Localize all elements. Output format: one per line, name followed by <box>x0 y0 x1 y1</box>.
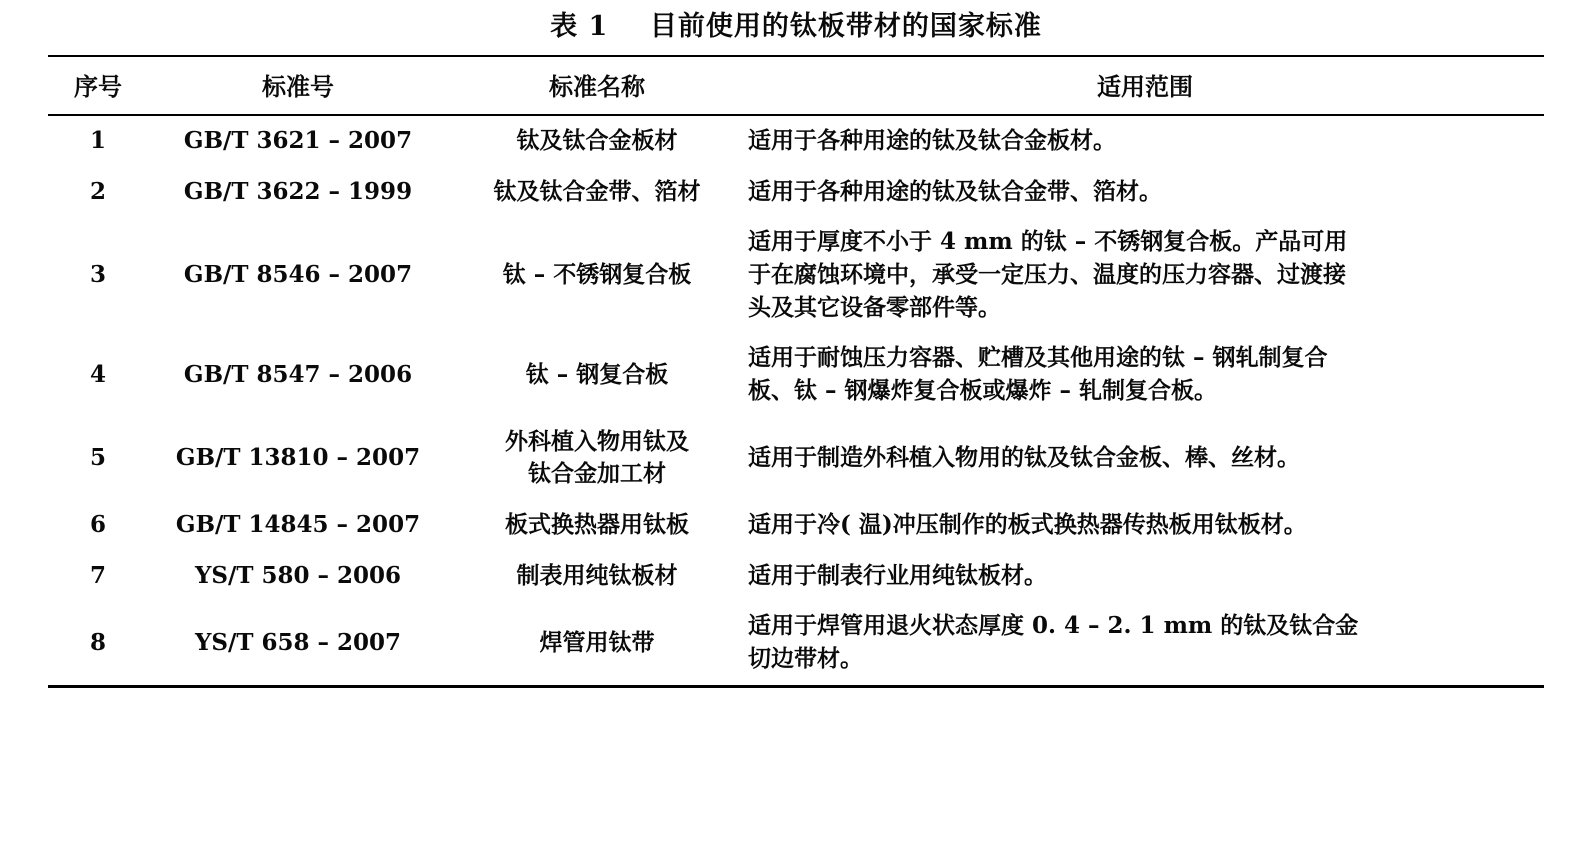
cell-scope-line: 适用于厚度不小于 4 mm 的钛 – 不锈钢复合板。产品可用 <box>748 228 1348 256</box>
cell-no: 7 <box>89 561 106 589</box>
cell-standard-code: GB/T 3621 – 2007 <box>183 127 413 154</box>
table-row <box>48 601 1544 686</box>
cell-standard-name-line: 钛及钛合金板材 <box>516 127 678 154</box>
cell-standard-code: GB/T 14845 – 2007 <box>175 510 421 538</box>
cell-standard-name <box>448 115 746 167</box>
cell-standard-name-line: 钛 – 不锈钢复合板 <box>502 260 692 288</box>
table-header-row <box>48 56 1544 115</box>
cell-standard-name-line: 钛合金加工材 <box>528 460 666 488</box>
table-row <box>48 115 1544 167</box>
cell-scope-line: 切边带材。 <box>748 644 863 672</box>
cell-no: 4 <box>89 360 106 388</box>
cell-standard-name <box>448 167 746 218</box>
cell-standard-name-line: 外科植入物用钛及 <box>505 427 689 455</box>
cell-standard-name-line: 钛及钛合金带、箔材 <box>493 177 701 205</box>
cell-scope <box>746 333 1544 416</box>
table-row <box>48 500 1544 551</box>
cell-standard-code: YS/T 580 – 2006 <box>194 561 402 589</box>
table-title: 表 1 目前使用的钛板带材的国家标准 <box>550 11 1042 42</box>
cell-no: 8 <box>89 628 106 656</box>
cell-standard-name-line: 制表用纯钛板材 <box>516 561 678 589</box>
cell-standard-name <box>448 601 746 686</box>
cell-standard-name-line: 钛 – 钢复合板 <box>525 360 669 388</box>
cell-standard-name <box>448 551 746 602</box>
cell-standard-code: GB/T 8546 – 2007 <box>183 260 413 288</box>
column-header-name: 标准名称 <box>549 72 645 101</box>
column-header-scope: 适用范围 <box>1097 72 1193 101</box>
cell-scope <box>746 500 1544 551</box>
cell-scope-line: 适用于制表行业用纯钛板材。 <box>748 561 1047 589</box>
cell-scope-line: 头及其它设备零部件等。 <box>748 293 1001 321</box>
cell-scope <box>746 417 1544 500</box>
standards-table <box>48 55 1544 688</box>
cell-scope <box>746 167 1544 218</box>
cell-scope-line: 于在腐蚀环境中，承受一定压力、温度的压力容器、过渡接 <box>748 260 1346 288</box>
cell-scope-line: 适用于耐蚀压力容器、贮槽及其他用途的钛 – 钢轧制复合 <box>748 344 1328 372</box>
table-row <box>48 217 1544 333</box>
column-header-code: 标准号 <box>262 72 334 101</box>
cell-standard-name <box>448 417 746 500</box>
column-header-no: 序号 <box>74 72 122 101</box>
cell-standard-name-line: 板式换热器用钛板 <box>505 510 689 538</box>
table-body <box>48 115 1544 686</box>
cell-scope-line: 适用于各种用途的钛及钛合金板材。 <box>748 127 1116 154</box>
cell-no: 2 <box>89 177 106 205</box>
table-row <box>48 167 1544 218</box>
cell-scope-line: 适用于冷( 温)冲压制作的板式换热器传热板用钛板材。 <box>748 510 1307 538</box>
cell-no: 5 <box>89 443 106 471</box>
table-row <box>48 333 1544 416</box>
cell-standard-code: GB/T 8547 – 2006 <box>183 360 413 388</box>
cell-standard-name <box>448 217 746 333</box>
cell-scope-line: 适用于制造外科植入物用的钛及钛合金板、棒、丝材。 <box>748 443 1300 471</box>
cell-standard-name-line: 焊管用钛带 <box>539 628 655 656</box>
table-row <box>48 417 1544 500</box>
cell-scope-line: 适用于各种用途的钛及钛合金带、箔材。 <box>748 177 1162 205</box>
cell-standard-name <box>448 333 746 416</box>
cell-scope-line: 适用于焊管用退火状态厚度 0. 4 – 2. 1 mm 的钛及钛合金 <box>748 612 1359 640</box>
cell-standard-code: GB/T 3622 – 1999 <box>183 177 413 205</box>
cell-no: 1 <box>89 127 106 154</box>
cell-standard-code: GB/T 13810 – 2007 <box>175 443 421 471</box>
cell-no: 6 <box>89 510 106 538</box>
table-header <box>48 56 1544 115</box>
cell-scope <box>746 601 1544 686</box>
cell-scope <box>746 115 1544 167</box>
cell-scope <box>746 217 1544 333</box>
cell-standard-code: YS/T 658 – 2007 <box>194 628 402 656</box>
cell-scope-line: 板、钛 – 钢爆炸复合板或爆炸 – 轧制复合板。 <box>748 376 1218 404</box>
table-row <box>48 551 1544 602</box>
cell-no: 3 <box>89 260 106 288</box>
cell-scope <box>746 551 1544 602</box>
cell-standard-name <box>448 500 746 551</box>
